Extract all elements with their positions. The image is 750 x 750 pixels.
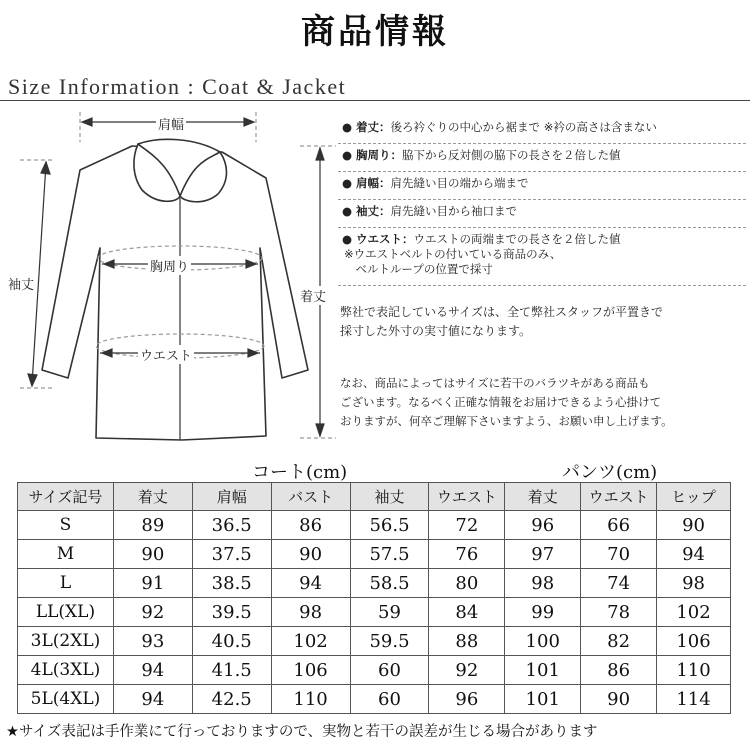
table-cell: 93 [113, 627, 192, 656]
chest-label: 胸周り [148, 256, 191, 275]
table-cell: 106 [657, 627, 731, 656]
section-subtitle: Size Information : Coat & Jacket [8, 74, 347, 99]
table-cell: 101 [505, 656, 581, 685]
length-label: 着丈 [298, 286, 328, 305]
size-cell: 5L(4XL) [18, 685, 114, 714]
table-row [18, 598, 731, 627]
header-coat-length: 着丈 [113, 483, 192, 511]
header-hip: ヒップ [657, 483, 731, 511]
table-cell: 42.5 [192, 685, 271, 714]
definition-shoulder: ● 肩幅：肩先縫い目の端から端まで [338, 172, 746, 200]
table-cell: 40.5 [192, 627, 271, 656]
table-cell: 97 [505, 540, 581, 569]
table-cell: 98 [657, 569, 731, 598]
table-row [18, 540, 731, 569]
definition-waist: ● ウエスト：ウエストの両端までの長さを２倍した値 ※ウエストベルトの付いている商品のみ、 ベルトループの位置で採寸 [338, 228, 746, 286]
table-row [18, 627, 731, 656]
sleeve-label: 袖丈 [6, 274, 36, 293]
header-pants-waist: ウエスト [581, 483, 657, 511]
table-cell: 102 [657, 598, 731, 627]
coat-illustration [20, 108, 340, 453]
table-cell: 96 [505, 511, 581, 540]
bullet-icon: ● [342, 148, 357, 162]
table-cell: 102 [271, 627, 350, 656]
table-row [18, 656, 731, 685]
table-cell: 92 [113, 598, 192, 627]
bullet-icon: ● [342, 232, 357, 246]
header-shoulder: 肩幅 [192, 483, 271, 511]
table-cell: 98 [271, 598, 350, 627]
definition-waist-note: ※ウエストベルトの付いている商品のみ、 [344, 247, 562, 261]
table-cell: 38.5 [192, 569, 271, 598]
table-cell: 74 [581, 569, 657, 598]
table-cell: 39.5 [192, 598, 271, 627]
table-cell: 82 [581, 627, 657, 656]
table-cell: 66 [581, 511, 657, 540]
table-cell: 90 [657, 511, 731, 540]
table-cell: 110 [271, 685, 350, 714]
definition-length: ● 着丈：後ろ衿ぐりの中心から裾まで ※衿の高さは含まない [338, 116, 746, 144]
table-cell: 80 [429, 569, 505, 598]
table-cell: 96 [429, 685, 505, 714]
size-table [17, 482, 731, 714]
measurement-definitions [338, 116, 746, 286]
table-header-row [18, 483, 731, 511]
table-cell: 106 [271, 656, 350, 685]
bullet-icon: ● [342, 204, 357, 218]
table-cell: 57.5 [350, 540, 429, 569]
table-cell: 72 [429, 511, 505, 540]
table-cell: 60 [350, 656, 429, 685]
page-title: 商品情報 [301, 12, 449, 52]
table-cell: 56.5 [350, 511, 429, 540]
table-cell: 90 [581, 685, 657, 714]
header-divider [0, 100, 750, 101]
table-cell: 59.5 [350, 627, 429, 656]
table-cell: 59 [350, 598, 429, 627]
table-cell: 86 [271, 511, 350, 540]
table-cell: 99 [505, 598, 581, 627]
table-cell: 36.5 [192, 511, 271, 540]
footnote: ★サイズ表記は手作業にて行っておりますので、実物と若干の誤差が生じる場合があります [6, 724, 598, 740]
table-cell: 110 [657, 656, 731, 685]
table-cell: 94 [113, 656, 192, 685]
table-cell: 101 [505, 685, 581, 714]
size-cell: 4L(3XL) [18, 656, 114, 685]
table-cell: 92 [429, 656, 505, 685]
definition-chest: ● 胸周り：脇下から反対側の脇下の長さを２倍した値 [338, 144, 746, 172]
waist-label: ウエスト [138, 345, 194, 364]
table-cell: 86 [581, 656, 657, 685]
table-cell: 70 [581, 540, 657, 569]
table-cell: 60 [350, 685, 429, 714]
header-pants-length: 着丈 [505, 483, 581, 511]
table-cell: 94 [271, 569, 350, 598]
coat-diagram [8, 108, 340, 453]
definition-sleeve: ● 袖丈：肩先縫い目から袖口まで [338, 200, 746, 228]
header-sleeve: 袖丈 [350, 483, 429, 511]
header-size-code: サイズ記号 [18, 483, 114, 511]
size-cell: 3L(2XL) [18, 627, 114, 656]
shoulder-label: 肩幅 [156, 114, 186, 133]
table-row [18, 511, 731, 540]
table-cell: 78 [581, 598, 657, 627]
table-cell: 41.5 [192, 656, 271, 685]
size-cell: LL(XL) [18, 598, 114, 627]
table-cell: 91 [113, 569, 192, 598]
measurement-note: 弊社で表記しているサイズは、全て弊社スタッフが平置きで 採寸した外寸の実寸値になります。 [340, 305, 664, 338]
table-cell: 90 [271, 540, 350, 569]
table-cell: 84 [429, 598, 505, 627]
header-bust: バスト [271, 483, 350, 511]
table-cell: 94 [113, 685, 192, 714]
table-cell: 76 [429, 540, 505, 569]
size-cell: L [18, 569, 114, 598]
header-coat-waist: ウエスト [429, 483, 505, 511]
table-row [18, 685, 731, 714]
table-cell: 100 [505, 627, 581, 656]
bullet-icon: ● [342, 120, 357, 134]
table-cell: 58.5 [350, 569, 429, 598]
definition-waist-note-2: ベルトループの位置で採寸 [344, 262, 493, 276]
table-cell: 90 [113, 540, 192, 569]
table-cell: 89 [113, 511, 192, 540]
coat-group-label: コート(cm) [252, 462, 348, 483]
pants-group-label: パンツ(cm) [562, 462, 658, 483]
bullet-icon: ● [342, 176, 357, 190]
table-cell: 94 [657, 540, 731, 569]
size-cell: S [18, 511, 114, 540]
table-cell: 37.5 [192, 540, 271, 569]
table-cell: 88 [429, 627, 505, 656]
variance-note: なお、商品によってはサイズに若干のバラツキがある商品も ございます。なるべく正確な情報をお届けできるよう心掛けて おりますが、何卒ご理解下さいますよう、お願い申し上げます。 [340, 376, 673, 428]
table-row [18, 569, 731, 598]
size-cell: M [18, 540, 114, 569]
table-cell: 98 [505, 569, 581, 598]
table-cell: 114 [657, 685, 731, 714]
